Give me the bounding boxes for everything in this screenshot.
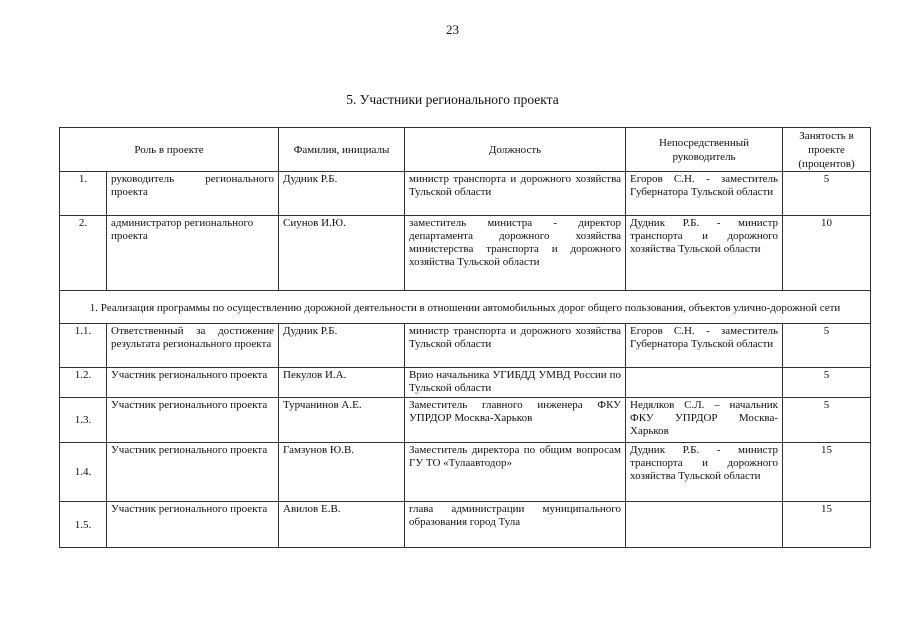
row-number: 1.1. <box>60 324 107 368</box>
row-name: Сиунов И.Ю. <box>279 216 405 291</box>
header-name: Фамилия, инициалы <box>279 128 405 172</box>
row-number: 1.3. <box>60 398 107 443</box>
section-title: 5. Участники регионального проекта <box>346 92 559 107</box>
header-load: Занятость в проекте (процентов) <box>783 128 871 172</box>
table-row <box>60 216 871 291</box>
participants-table <box>59 127 871 548</box>
row-load: 15 <box>783 502 871 548</box>
header-role: Роль в проекте <box>60 128 279 172</box>
row-name: Турчанинов А.Е. <box>279 398 405 443</box>
row-role: Участник регионального проекта <box>107 398 279 443</box>
row-position: министр транспорта и дорожного хозяйства Тульской области <box>405 324 626 368</box>
header-position: Должность <box>405 128 626 172</box>
section-heading: 1. Реализация программы по осуществлению дорожной деятельности в отношении автомобильных дорог общего пользования, объектов улично-дорожной сети <box>60 291 871 324</box>
table-row <box>60 398 871 443</box>
row-number: 2. <box>60 216 107 291</box>
row-role: администратор регионального проекта <box>107 216 279 291</box>
row-role: руководитель регионального проекта <box>107 172 279 216</box>
row-position: министр транспорта и дорожного хозяйства Тульской области <box>405 172 626 216</box>
table-row <box>60 368 871 398</box>
row-load: 5 <box>783 172 871 216</box>
section-header-row <box>60 291 871 324</box>
row-role: Ответственный за достижение результата регионального проекта <box>107 324 279 368</box>
row-position: Заместитель главного инженера ФКУ УПРДОР Москва-Харьков <box>405 398 626 443</box>
row-number: 1.4. <box>60 443 107 502</box>
row-number: 1.5. <box>60 502 107 548</box>
row-name: Дудник Р.Б. <box>279 324 405 368</box>
row-manager <box>626 502 783 548</box>
row-manager: Дудник Р.Б. - министр транспорта и дорожного хозяйства Тульской области <box>626 216 783 291</box>
page-number: 23 <box>446 22 459 37</box>
row-name: Дудник Р.Б. <box>279 172 405 216</box>
row-load: 10 <box>783 216 871 291</box>
table-header-row <box>60 128 871 172</box>
row-role: Участник регионального проекта <box>107 443 279 502</box>
row-name: Гамзунов Ю.В. <box>279 443 405 502</box>
table-row <box>60 502 871 548</box>
row-load: 5 <box>783 324 871 368</box>
row-position: глава администрации муниципального образования город Тула <box>405 502 626 548</box>
row-manager: Недялков С.Л. – начальник ФКУ УПРДОР Москва-Харьков <box>626 398 783 443</box>
table-row <box>60 324 871 368</box>
row-role: Участник регионального проекта <box>107 368 279 398</box>
row-name: Пекулов И.А. <box>279 368 405 398</box>
table-row <box>60 172 871 216</box>
row-load: 15 <box>783 443 871 502</box>
row-position: Заместитель директора по общим вопросам ГУ ТО «Тулаавтодор» <box>405 443 626 502</box>
table-row <box>60 443 871 502</box>
row-manager <box>626 368 783 398</box>
row-load: 5 <box>783 398 871 443</box>
row-name: Авилов Е.В. <box>279 502 405 548</box>
row-position: заместитель министра - директор департамента дорожного хозяйства министерства транспорта и дорожного хозяйства Тульской области <box>405 216 626 291</box>
header-manager: Непосредственный руководитель <box>626 128 783 172</box>
row-number: 1.2. <box>60 368 107 398</box>
row-role: Участник регионального проекта <box>107 502 279 548</box>
row-manager: Егоров С.Н. - заместитель Губернатора Тульской области <box>626 172 783 216</box>
row-manager: Егоров С.Н. - заместитель Губернатора Тульской области <box>626 324 783 368</box>
row-number: 1. <box>60 172 107 216</box>
row-manager: Дудник Р.Б. - министр транспорта и дорожного хозяйства Тульской области <box>626 443 783 502</box>
row-position: Врио начальника УГИБДД УМВД России по Тульской области <box>405 368 626 398</box>
row-load: 5 <box>783 368 871 398</box>
